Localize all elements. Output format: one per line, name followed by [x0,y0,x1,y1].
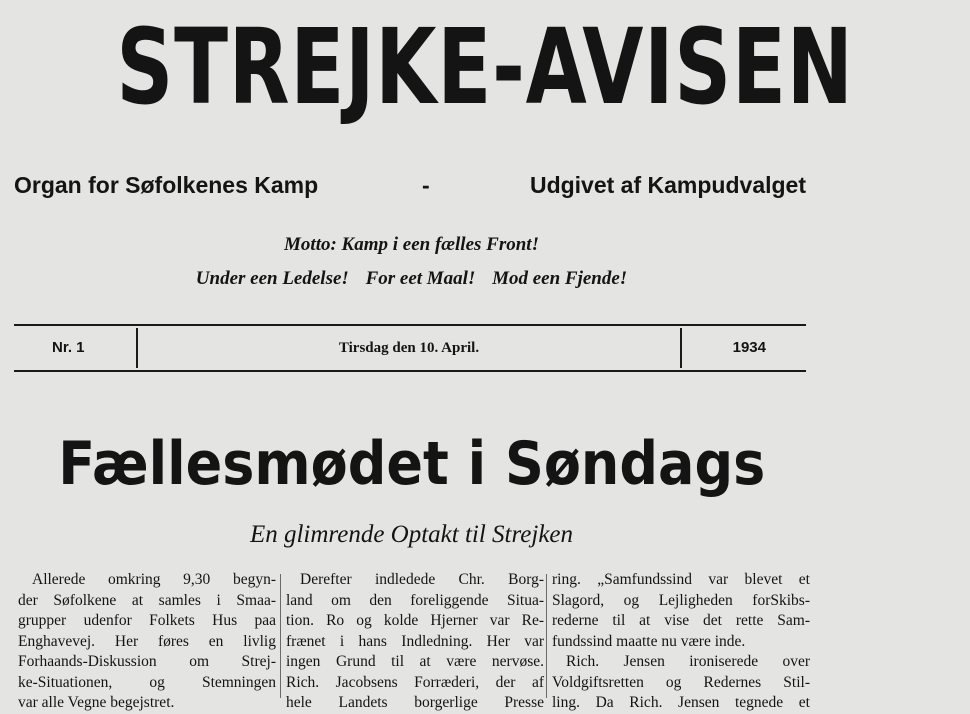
article-line: hele Landets borgerlige Presse [286,694,544,711]
article-headline-text: Fællesmødet i Søndags [57,429,765,499]
article-column-1 [18,570,276,711]
article-line: rederne til at vise det rette Sam- [552,612,810,629]
subtitle-organ: Organ for Søfolkenes Kamp [14,172,319,198]
article-line: Rich. Jensen ironiserede over [566,653,810,670]
article-line: frænet i hans Indledning. Her var [286,632,544,650]
article-headline [0,424,823,504]
article-body [18,570,810,711]
article-line: Voldgiftsretten og Redernes Stil- [552,673,810,691]
masthead-subtitle [14,172,806,202]
masthead [0,6,854,148]
subtitle-publisher: Udgivet af Kampudvalget [529,172,806,198]
article-column-3 [552,570,810,711]
column-rule [280,574,281,698]
article-line: Allerede omkring 9,30 begyn- [32,571,276,588]
motto-part-leadership: Under een Ledelse! [195,268,349,289]
article-line: ling. Da Rich. Jensen tegnede et [552,694,810,711]
subtitle-separator: - [422,172,430,198]
article-line: Slagord, og Lejligheden forSkibs- [552,591,810,609]
article-line: Derefter indledede Chr. Borg- [300,571,544,588]
issue-bar-divider [680,328,682,368]
motto-part-enemy: Mod een Fjende! [492,268,628,289]
article-line: Enghavevej. Her føres en livlig [18,632,276,650]
newspaper-title: STREJKE-AVISEN [116,6,854,128]
article-line: var alle Vegne begejstret. [18,694,175,711]
article-line: ingen Grund til at være nervøse. [286,653,544,670]
motto-line-1: Motto: Kamp i een fælles Front! [284,234,539,255]
article-line: ring. „Samfundssind var blevet et [552,571,810,588]
issue-number: Nr. 1 [52,339,85,356]
article-line: fundssind maatte nu være inde. [552,632,746,650]
article-subheadline: En glimrende Optakt til Strejken [249,521,574,548]
motto-part-goal: For eet Maal! [365,268,476,289]
issue-year: 1934 [732,339,766,356]
article-line: land om den foreliggende Situa- [286,591,544,609]
column-rule [546,574,547,698]
issue-date: Tirsdag den 10. April. [338,340,480,356]
motto-line-2 [0,268,823,290]
article-line: der Søfolkene at samles i Smaa- [18,591,276,609]
article-column-2 [286,570,544,711]
article-line: ke-Situationen, og Stemningen [18,673,276,691]
article-line: grupper udenfor Folkets Hus paa [18,612,276,629]
article-line: Forhaands-Diskussion om Strej- [18,653,276,670]
article-line: Rich. Jacobsens Forræderi, der af [286,673,544,691]
article-line: tion. Ro og kolde Hjerner var Re- [286,612,544,629]
issue-info-bar [14,324,806,372]
